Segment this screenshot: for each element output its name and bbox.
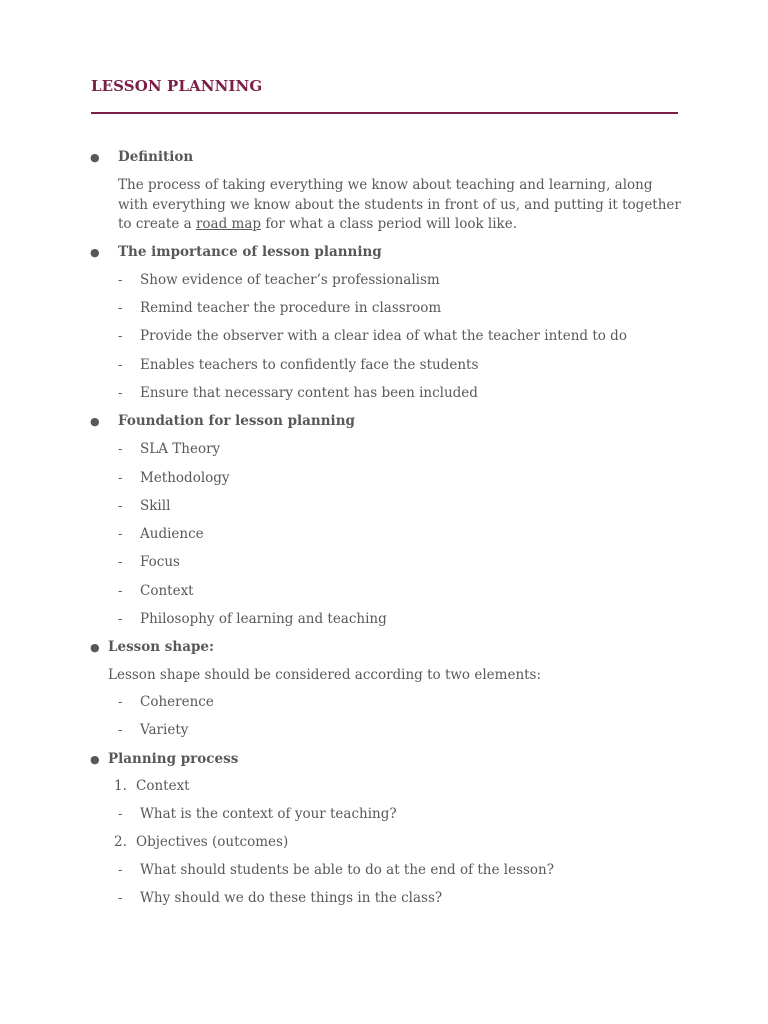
section-heading-importance: The importance of lesson planning bbox=[118, 244, 382, 260]
step-number: 2. bbox=[114, 834, 127, 850]
dash-marker: - bbox=[118, 807, 123, 822]
dash-marker: - bbox=[118, 273, 123, 288]
list-item: Audience bbox=[140, 526, 204, 542]
dash-marker: - bbox=[118, 527, 123, 542]
dash-marker: - bbox=[118, 723, 123, 738]
list-item: Variety bbox=[140, 722, 189, 738]
dash-marker: - bbox=[118, 584, 123, 599]
list-item: SLA Theory bbox=[140, 441, 221, 457]
bullet-icon: ● bbox=[90, 415, 100, 428]
dash-marker: - bbox=[118, 499, 123, 514]
bullet-icon: ● bbox=[90, 641, 100, 654]
dash-marker: - bbox=[118, 358, 123, 373]
section-heading-foundation: Foundation for lesson planning bbox=[118, 413, 355, 429]
list-item: Skill bbox=[140, 498, 171, 514]
list-item: Focus bbox=[140, 554, 180, 570]
list-item: Enables teachers to confidently face the students bbox=[140, 357, 479, 373]
dash-marker: - bbox=[118, 695, 123, 710]
dash-marker: - bbox=[118, 891, 123, 906]
list-item: What is the context of your teaching? bbox=[140, 806, 397, 822]
list-item: Philosophy of learning and teaching bbox=[140, 611, 387, 627]
list-item: Why should we do these things in the class? bbox=[140, 890, 443, 906]
step-label: Objectives (outcomes) bbox=[136, 834, 289, 850]
dash-marker: - bbox=[118, 329, 123, 344]
dash-marker: - bbox=[118, 386, 123, 401]
section-heading-planning-process: Planning process bbox=[108, 751, 239, 767]
bullet-icon: ● bbox=[90, 753, 100, 766]
list-item: What should students be able to do at the end of the lesson? bbox=[140, 862, 554, 878]
list-item: Context bbox=[140, 583, 194, 599]
list-item: Ensure that necessary content has been included bbox=[140, 385, 478, 401]
section-heading-definition: Definition bbox=[118, 149, 194, 165]
bullet-icon: ● bbox=[90, 151, 100, 164]
list-item: Methodology bbox=[140, 470, 230, 486]
step-label: Context bbox=[136, 778, 190, 794]
list-item: Remind teacher the procedure in classroom bbox=[140, 300, 442, 316]
bullet-icon: ● bbox=[90, 246, 100, 259]
lesson-shape-intro: Lesson shape should be considered according to two elements: bbox=[108, 667, 542, 683]
road-map-link[interactable]: road map bbox=[195, 216, 262, 232]
list-item: Provide the observer with a clear idea of what the teacher intend to do bbox=[140, 328, 627, 344]
dash-marker: - bbox=[118, 555, 123, 570]
step-number: 1. bbox=[114, 778, 127, 794]
dash-marker: - bbox=[118, 863, 123, 878]
definition-text-before: The process of taking everything we know about teaching and learning, along with everything we know about the students in front of us, and putting it together to create a bbox=[118, 177, 681, 232]
list-item: Coherence bbox=[140, 694, 214, 710]
list-item: Show evidence of teacher’s professionalism bbox=[140, 272, 440, 288]
definition-text-after: for what a class period will look like. bbox=[265, 216, 518, 232]
definition-paragraph bbox=[118, 176, 683, 235]
document-title: LESSON PLANNING bbox=[91, 77, 263, 95]
dash-marker: - bbox=[118, 471, 123, 486]
dash-marker: - bbox=[118, 612, 123, 627]
dash-marker: - bbox=[118, 301, 123, 316]
title-divider bbox=[91, 112, 678, 114]
dash-marker: - bbox=[118, 442, 123, 457]
section-heading-lesson-shape: Lesson shape: bbox=[108, 639, 214, 655]
